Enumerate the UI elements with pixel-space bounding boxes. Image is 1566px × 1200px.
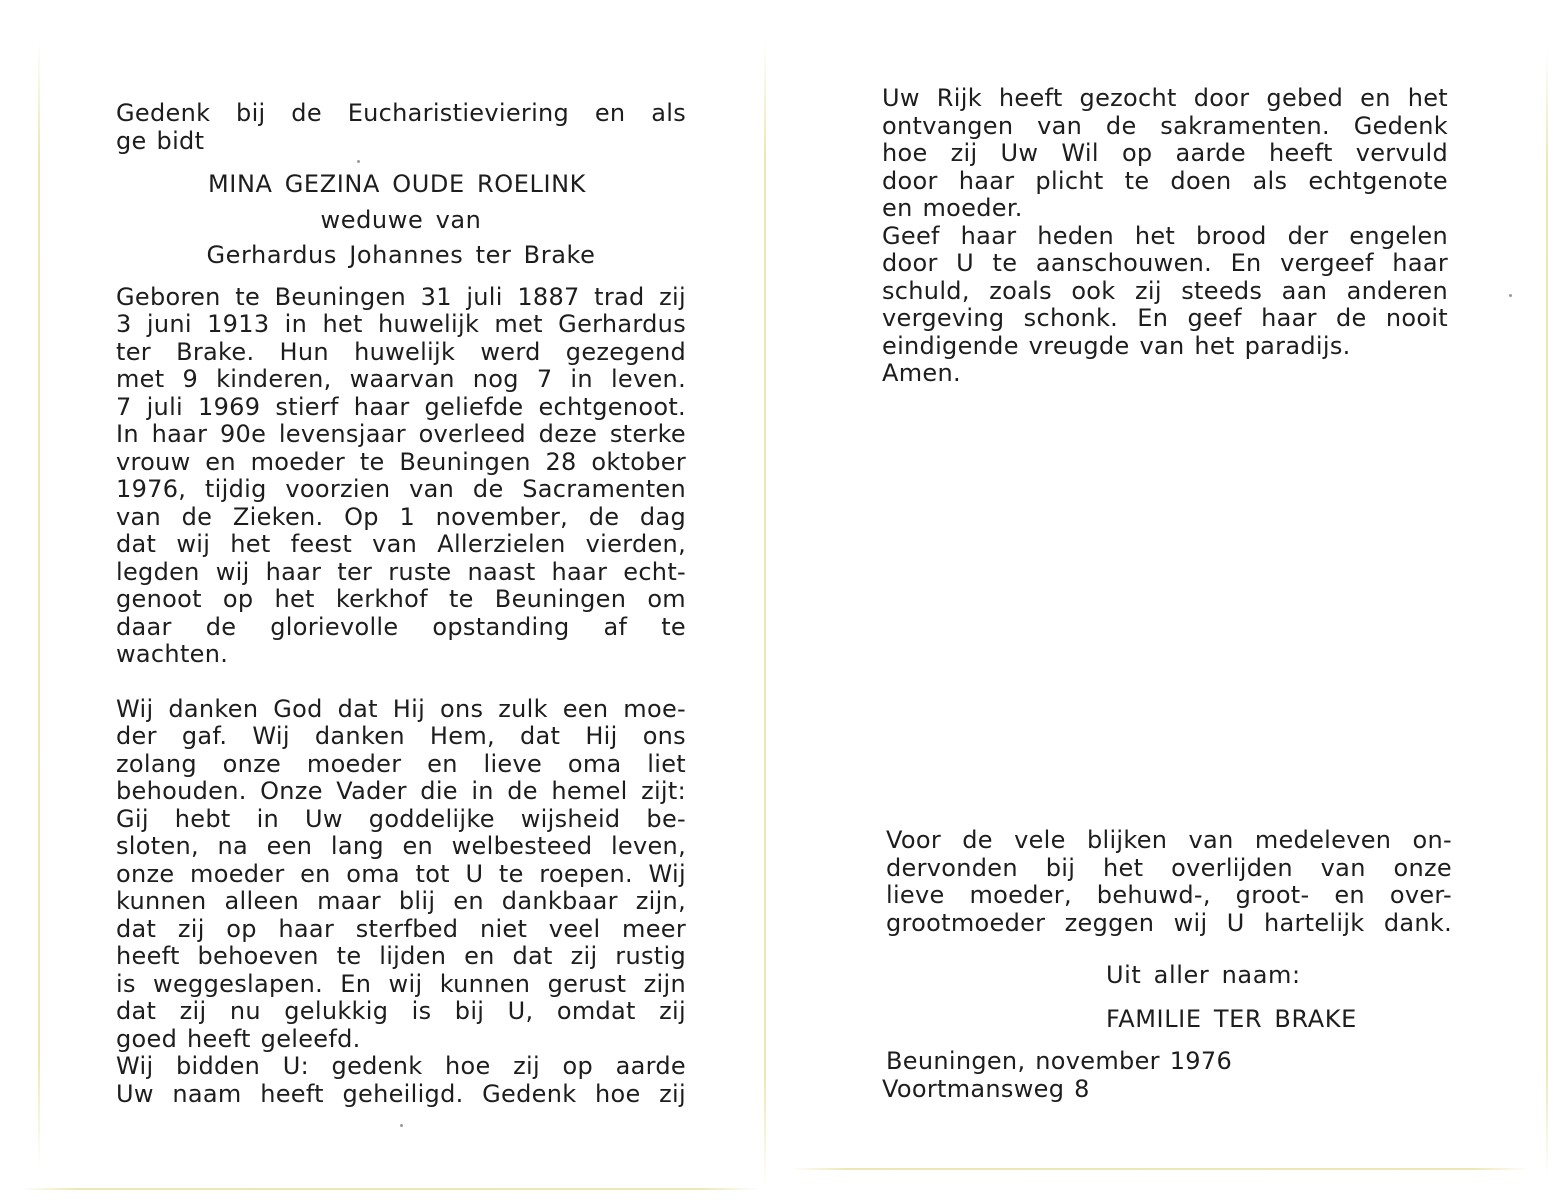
- prayer-text: [116, 696, 686, 1109]
- left-card-bottom-edge: [20, 1188, 760, 1190]
- text-line: lieve moeder, behuwd-, groot- en over-: [886, 881, 1452, 909]
- text-line: ontvangen van de sakramenten. Gedenk: [882, 111, 1448, 140]
- text-line: schuld, zoals ook zij steeds aan anderen: [882, 276, 1448, 305]
- text-line: eindigende vreugde van het paradijs.: [882, 331, 1351, 360]
- text-line: grootmoeder zeggen wij U hartelijk dank.: [886, 908, 1452, 937]
- text-line: daar de glorievolle opstanding af te: [116, 612, 686, 641]
- text-line: sloten, na een lang en welbesteed leven,: [116, 832, 686, 860]
- text-line: vrouw en moeder te Beuningen 28 oktober: [116, 447, 686, 476]
- address: Voortmansweg 8: [882, 1075, 1090, 1103]
- text-line: Gedenk bij de Eucharistieviering en als: [116, 99, 686, 127]
- text-line: ter Brake. Hun huwelijk werd gezegend: [116, 337, 686, 366]
- right-card-bottom-edge: [790, 1168, 1530, 1170]
- text-line: legden wij haar ter ruste naast haar echt-: [116, 557, 686, 586]
- text-line: en moeder.: [882, 194, 1023, 222]
- thanks-text: [886, 827, 1452, 937]
- intro-text: [116, 100, 686, 155]
- text-line: goed heeft geleefd.: [116, 1024, 361, 1053]
- text-line: vergeving schonk. En geef haar de nooit: [882, 304, 1448, 332]
- text-line: met 9 kinderen, waarvan nog 7 in leven.: [116, 365, 686, 393]
- right-card-right-edge: [1546, 50, 1548, 1180]
- text-line: dat zij op haar sterfbed niet veel meer: [116, 914, 686, 943]
- text-line: van de Zieken. Op 1 november, de dag: [116, 502, 686, 531]
- left-card-right-edge: [764, 40, 766, 1190]
- text-line: ge bidt: [116, 126, 205, 155]
- text-line: Uw Rijk heeft gezocht door gebed en het: [882, 84, 1448, 112]
- text-line: heeft behoeven te lijden en dat zij rustig: [116, 942, 686, 970]
- text-line: dat zij nu gelukkig is bij U, omdat zij: [116, 997, 686, 1025]
- scan-speck: [400, 1124, 403, 1127]
- biography-text: [116, 284, 686, 669]
- prayer-continued-text: [882, 85, 1448, 388]
- deceased-name: MINA GEZINA OUDE ROELINK: [207, 170, 587, 198]
- text-line: is weggeslapen. En wij kunnen gerust zijn: [116, 969, 686, 998]
- text-line: In haar 90e levensjaar overleed deze sterke: [116, 420, 686, 448]
- relation-label: weduwe van: [320, 205, 482, 234]
- on-behalf-label: Uit aller naam:: [1106, 961, 1301, 989]
- text-line: Geef haar heden het brood der engelen: [882, 221, 1448, 250]
- text-line: kunnen alleen maar blij en dankbaar zijn,: [116, 887, 686, 915]
- left-panel: [116, 100, 686, 1108]
- left-card-left-edge: [38, 40, 40, 1170]
- text-line: Geboren te Beuningen 31 juli 1887 trad zij: [116, 282, 686, 311]
- text-line: Voor de vele blijken van medeleven on-: [886, 826, 1452, 854]
- text-line: onze moeder en oma tot U te roepen. Wij: [116, 859, 686, 888]
- text-line: Amen.: [882, 359, 961, 387]
- text-line: door haar plicht te doen als echtgenote: [882, 166, 1448, 195]
- text-line: der gaf. Wij danken Hem, dat Hij ons: [116, 722, 686, 750]
- text-line: Gij hebt in Uw goddelijke wijsheid be-: [116, 804, 686, 833]
- text-line: 3 juni 1913 in het huwelijk met Gerhardus: [116, 310, 686, 338]
- spouse-name: Gerhardus Johannes ter Brake: [206, 241, 596, 269]
- text-line: behouden. Onze Vader die in de hemel zijt:: [116, 777, 686, 805]
- text-line: dat wij het feest van Allerzielen vierden,: [116, 530, 686, 558]
- right-panel: [882, 85, 1448, 388]
- text-line: 7 juli 1969 stierf haar geliefde echtgenoot.: [116, 392, 686, 421]
- text-line: Wij danken God dat Hij ons zulk een moe-: [116, 694, 686, 723]
- family-signature: FAMILIE TER BRAKE: [1106, 1005, 1357, 1033]
- text-line: hoe zij Uw Wil op aarde heeft vervuld: [882, 139, 1448, 167]
- text-line: wachten.: [116, 640, 229, 668]
- text-line: genoot op het kerkhof te Beuningen om: [116, 585, 686, 613]
- place-date: Beuningen, november 1976: [886, 1047, 1233, 1075]
- text-line: Uw naam heeft geheiligd. Gedenk hoe zij: [116, 1079, 686, 1108]
- scan-speck: [1509, 294, 1512, 297]
- text-line: dervonden bij het overlijden van onze: [886, 853, 1452, 882]
- thanks-block: [886, 827, 1452, 937]
- text-line: zolang onze moeder en lieve oma liet: [116, 749, 686, 778]
- text-line: Wij bidden U: gedenk hoe zij op aarde: [116, 1052, 686, 1080]
- text-line: 1976, tijdig voorzien van de Sacramenten: [116, 475, 686, 503]
- text-line: door U te aanschouwen. En vergeef haar: [882, 249, 1448, 277]
